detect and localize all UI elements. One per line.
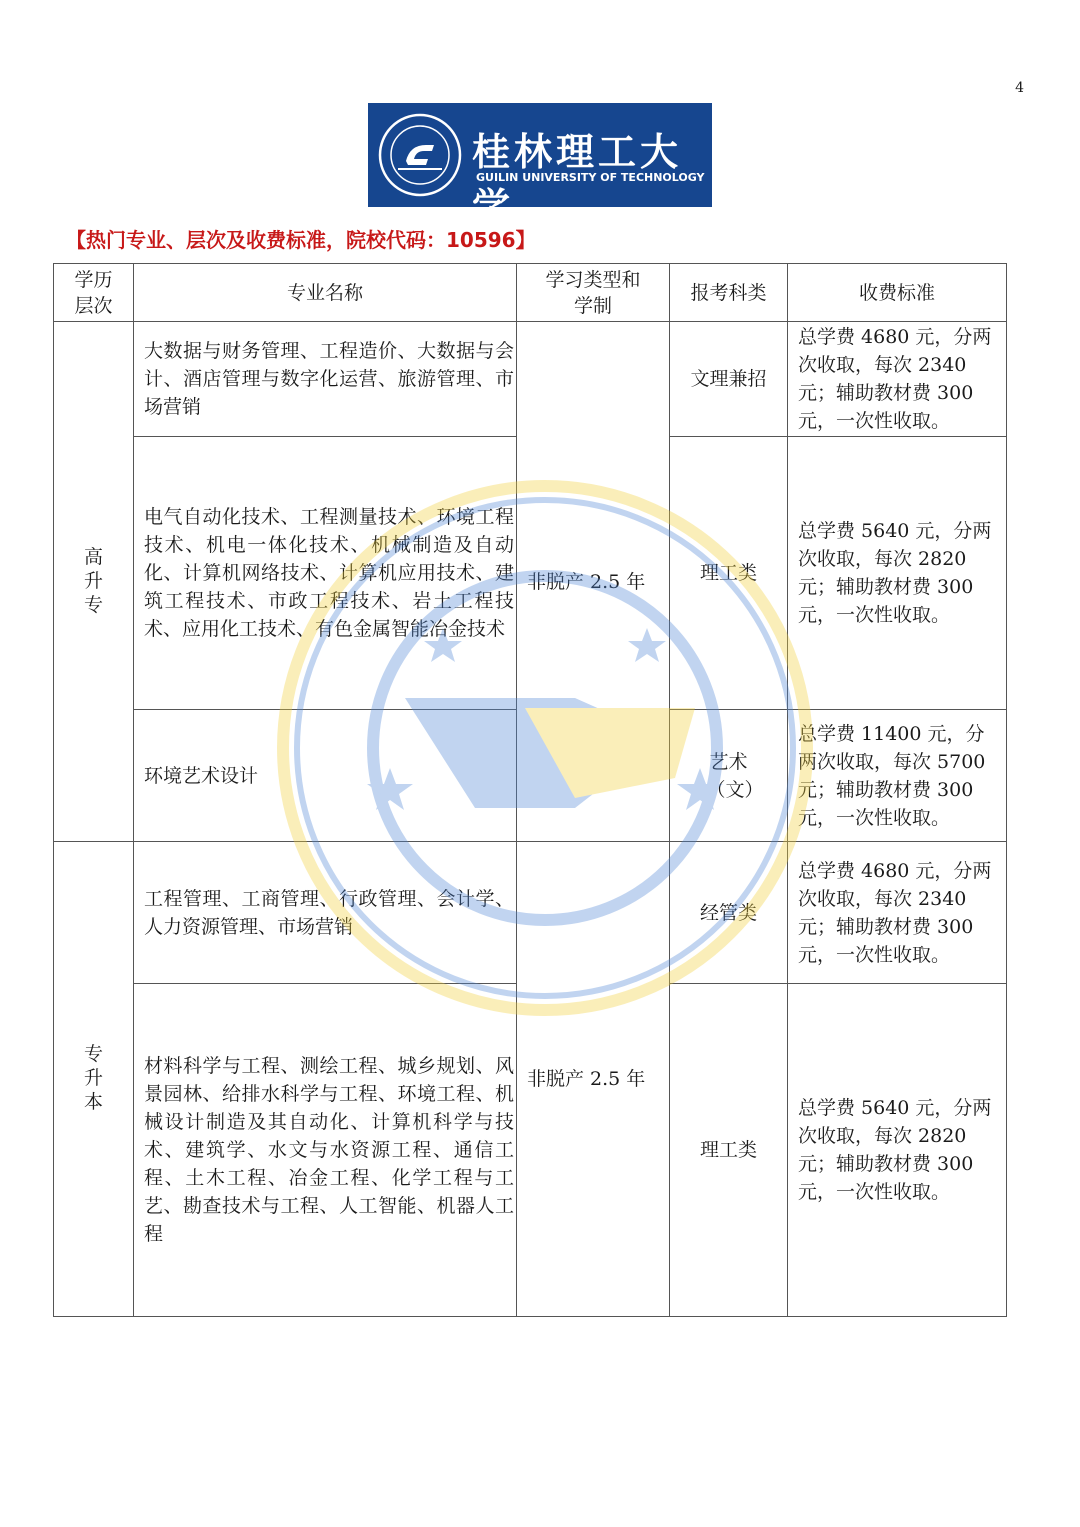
level-cell: 专升本: [54, 842, 134, 1317]
table-header-row: [54, 264, 1007, 322]
section-heading: 【热门专业、层次及收费标准，院校代码：10596】: [66, 228, 536, 252]
header-category: 报考科类: [670, 264, 788, 322]
category-cell: 理工类: [670, 437, 788, 710]
fee-cell: 总学费 4680 元，分两次收取，每次 2340 元；辅助教材费 300 元，一次性收取。: [788, 322, 1007, 437]
category-cell: 艺术（文）: [670, 710, 788, 842]
level-cell: 高升专: [54, 322, 134, 842]
table-row: [54, 322, 1007, 437]
university-logo: [368, 103, 712, 229]
header-level: 学历层次: [54, 264, 134, 322]
university-seal-icon: [376, 111, 464, 199]
category-cell: 经管类: [670, 842, 788, 984]
university-name-cn: 桂林理工大学: [472, 129, 683, 229]
major-cell: 环境艺术设计: [134, 710, 517, 842]
header-fee: 收费标准: [788, 264, 1007, 322]
category-cell: 文理兼招: [670, 322, 788, 437]
fee-cell: 总学费 4680 元，分两次收取，每次 2340 元；辅助教材费 300 元，一次性收取。: [788, 842, 1007, 984]
header-major: 专业名称: [134, 264, 517, 322]
page-number: 4: [1015, 80, 1024, 96]
fee-cell: 总学费 5640 元，分两次收取，每次 2820 元；辅助教材费 300 元，一次性收取。: [788, 984, 1007, 1317]
header-study: 学习类型和学制: [517, 264, 670, 322]
table-row: [54, 842, 1007, 984]
fee-table: [53, 263, 1007, 1317]
major-cell: 大数据与财务管理、工程造价、大数据与会计、酒店管理与数字化运营、旅游管理、市场营销: [134, 322, 517, 437]
fee-cell: 总学费 5640 元，分两次收取，每次 2820 元；辅助教材费 300 元，一次性收取。: [788, 437, 1007, 710]
major-cell: 工程管理、工商管理、行政管理、会计学、人力资源管理、市场营销: [134, 842, 517, 984]
major-cell: 电气自动化技术、工程测量技术、环境工程技术、机电一体化技术、机械制造及自动化、计算机网络技术、计算机应用技术、建筑工程技术、市政工程技术、岩土工程技术、应用化工技术、有色金属智能冶金技术: [134, 437, 517, 710]
study-mode-cell: 非脱产 2.5 年: [517, 842, 670, 1317]
university-name-en: GUILIN UNIVERSITY OF TECHNOLOGY: [476, 171, 705, 184]
study-mode-cell: 非脱产 2.5 年: [517, 322, 670, 842]
fee-cell: 总学费 11400 元，分两次收取，每次 5700 元；辅助教材费 300 元，一次性收取。: [788, 710, 1007, 842]
category-cell: 理工类: [670, 984, 788, 1317]
major-cell: 材料科学与工程、测绘工程、城乡规划、风景园林、给排水科学与工程、环境工程、机械设计制造及其自动化、计算机科学与技术、建筑学、水文与水资源工程、通信工程、土木工程、冶金工程、化学工程与工艺、勘查技术与工程、人工智能、机器人工程: [134, 984, 517, 1317]
